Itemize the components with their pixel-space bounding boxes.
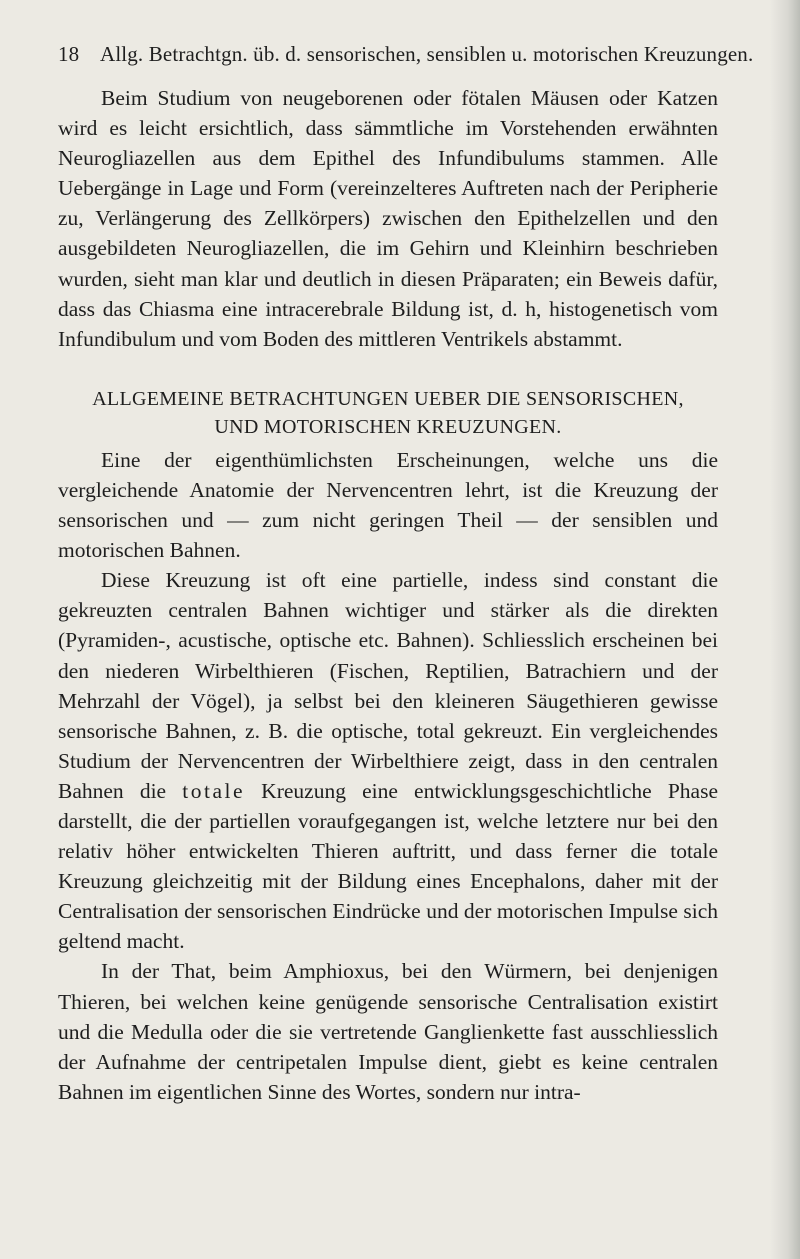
section-heading-line-2: UND MOTORISCHEN KREUZUNGEN. — [214, 415, 562, 438]
paragraph-section-2-part-a: Diese Kreuzung ist oft eine partielle, indess sind constant die gekreuzten centralen Bahnen wichtiger und stärker als die direkten (Pyramiden-, acustische, optische etc. Bahnen). Schliesslich erscheinen bei den niederen Wirbelthieren (Fischen, Reptilien, Batrachiern und der Mehrzahl der Vögel), ja selbst bei den kleineren Säugethieren gewisse sensorische Bahnen, z. B. die optische, total gekreuzt. Ein vergleichendes Studium der Nervencentren der Wirbelthiere zeigt, dass in den centralen Bahnen die — [58, 568, 718, 803]
paragraph-section-2 — [58, 565, 718, 956]
paragraph-section-2-part-b: Kreuzung eine entwicklungsgeschichtliche Phase darstellt, die der partiellen voraufgegangen ist, welche letztere nur bei den relativ höher entwickelten Thieren auftritt, und dass ferner die totale Kreuzung gleichzeitig mit der Bildung eines Encephalons, daher mit der Centralisation der sensorischen Eindrücke und der motorischen Impulse sich geltend macht. — [58, 778, 718, 954]
paragraph-section-1: Eine der eigenthümlichsten Erscheinungen, welche uns die vergleichende Anatomie der Nervencentren lehrt, ist die Kreuzung der sensorischen und — zum nicht geringen Theil — der sensiblen und motorischen Bahnen. — [58, 447, 718, 563]
running-head — [58, 38, 754, 70]
page-edge-shadow — [770, 0, 800, 1259]
running-head-title: Allg. Betrachtgn. üb. d. sensorischen, sensiblen u. motorischen Kreuzungen. — [100, 42, 754, 66]
section-heading-line-1: ALLGEMEINE BETRACHTUNGEN UEBER DIE SENSORISCHEN, — [92, 387, 684, 410]
page-number: 18 — [58, 42, 80, 66]
body-text — [58, 83, 718, 1107]
paragraph-section-3: In der That, beim Amphioxus, bei den Würmern, bei denjenigen Thieren, bei welchen keine genügende sensorische Centralisation existirt und die Medulla oder die sie vertretende Ganglienkette fast ausschliesslich der Aufnahme der centripetalen Impulse dient, giebt es keine centralen Bahnen im eigentlichen Sinne des Wortes, sondern nur intra- — [58, 959, 718, 1104]
paragraph-intro: Beim Studium von neugeborenen oder fötalen Mäusen oder Katzen wird es leicht ersichtlich, dass sämmtliche im Vorstehenden erwähnten Neurogliazellen aus dem Epithel des Infundibulums stammen. Alle Uebergänge in Lage und Form (vereinzelteres Auftreten nach der Peripherie zu, Verlängerung des Zellkörpers) zwischen den Epithelzellen und den ausgebildeten Neurogliazellen, die im Gehirn und Kleinhirn beschrieben wurden, sieht man klar und deutlich in diesen Präparaten; ein Beweis dafür, dass das Chiasma eine intracerebrale Bildung ist, d. h, histogenetisch vom Infundibulum und vom Boden des mittleren Ventrikels abstammt. — [58, 86, 718, 351]
spaced-emphasis-totale: totale — [182, 778, 246, 803]
section-heading — [58, 385, 718, 441]
